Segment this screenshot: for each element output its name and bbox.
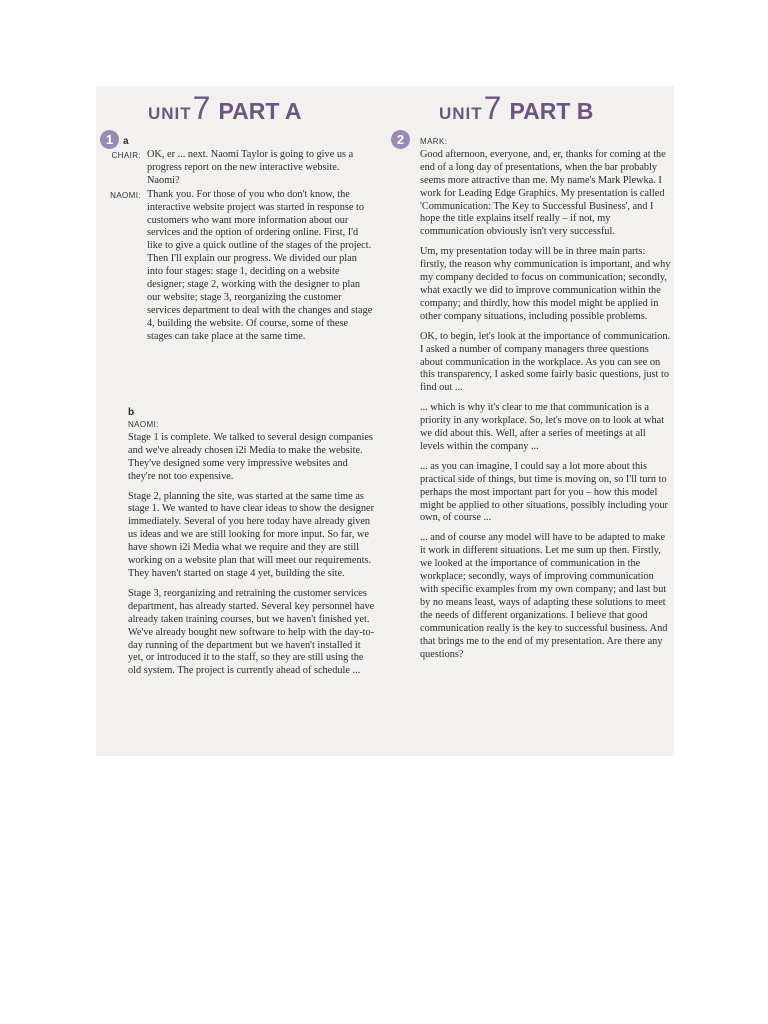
part-a-heading: [148, 90, 302, 130]
mark-paragraph-4: ... which is why it's clear to me that communication is a priority in any workplace. So, let's move on to look at what we did about this. Well, after a series of meetings at all levels within the company ...: [420, 402, 665, 452]
mark-paragraph-6: ... and of course any model will have to be adapted to make it work in different situations. Let me sum up then. Firstly, we looked at the importance of communication in the workplace; secondly, ways of improving communication with specific examples from my own company; and last but by no means least, ways of adapting these solutions to meet the needs of different organizations. I believe that good communication really is the key to successful business. And that brings me to the end of my presentation. Are there any questions?: [420, 532, 668, 660]
section-b-body: [128, 419, 375, 685]
dialogue-row-chair: [96, 149, 373, 188]
document-page: [96, 86, 674, 756]
mark-paragraph-3: OK, to begin, let's look at the importance of communication. I asked a number of company managers three questions about communication in the workplace. As you can see on this transparency, I asked some fairly basic questions, just to find out ...: [420, 330, 671, 394]
mark-paragraph-2: Um, my presentation today will be in three main parts: firstly, the reason why communication is important, and why my company decided to focus on communication; secondly, what exactly we did to improve communication within the company; and thirdly, how this model might be applied in other company situations, including possible problems.: [420, 246, 671, 322]
part-label: PART B: [509, 98, 594, 124]
speaker-mark: MARK:: [420, 137, 448, 146]
speaker-chair: CHAIR:: [111, 151, 141, 160]
unit-label: UNIT: [439, 104, 483, 123]
track-badge-1: 1: [100, 130, 119, 149]
part-b-heading: [439, 90, 593, 130]
unit-label: UNIT: [148, 104, 192, 123]
section-b-paragraph-1: Stage 1 is complete. We talked to several design companies and we've already chosen i2i Media to make the website. They've designed some very impressive websites and they're not too expensive.: [128, 431, 373, 482]
unit-number: 7: [192, 90, 211, 126]
part-label: PART A: [218, 98, 302, 124]
track-badge-2: 2: [391, 130, 410, 149]
speaker-naomi: NAOMI:: [110, 190, 141, 200]
mark-paragraph-1: Good afternoon, everyone, and, er, thanks for coming at the end of a long day of presentations, when the bar probably seems more attractive than me. My name's Mark Plewka. I work for Leading Edge Graphics. My presentation is called 'Communication: The Key to Successful Business', and I hope the title explains itself really – if not, my communication obviously isn't very successful.: [420, 148, 666, 238]
chair-line: OK, er ... next. Naomi Taylor is going to give us a progress report on the new interactive website. Naomi?: [147, 149, 354, 186]
section-a-label: a: [123, 136, 129, 147]
unit-number: 7: [483, 90, 502, 126]
dialogue-row-naomi: [96, 189, 373, 344]
dialogue-a: [96, 149, 373, 344]
section-b-paragraph-2: Stage 2, planning the site, was started at the same time as stage 1. We wanted to have clear ideas to show the designer immediately. Several of you here today have already given us ideas and we are still looking for more input. So far, we have shown i2i Media what we require and they are still working on a website plan that will meet our requirements. They haven't started on stage 4 yet, building the site.: [128, 490, 375, 579]
speaker-naomi-b: NAOMI:: [128, 420, 159, 429]
naomi-line: Thank you. For those of you who don't know, the interactive website project was started in response to customers who want more information about our services and the option of ordering online. First, I'd like to give a quick outline of the stages of the project. Then I'll explain our progress. We divided our plan into four stages: stage 1, deciding on a website designer; stage 2, working with the designer to plan our website; stage 3, reorganizing the customer services department to deal with the changes and stage 4, building the website. Of course, some of these stages can take place at the same time.: [147, 188, 373, 342]
mark-presentation: [420, 136, 672, 668]
section-b-paragraph-3: Stage 3, reorganizing and retraining the customer services department, has already started. Several key personnel have already taken training courses, but we haven't finished yet. We've already bought new software to help with the day-to-day running of the department but we haven't installed it yet, or introduced it to the staff, so they are still using the old system. The project is currently ahead of schedule ...: [128, 587, 375, 677]
section-b-label: b: [128, 407, 135, 418]
mark-paragraph-5: ... as you can imagine, I could say a lot more about this practical side of things, but time is moving on, so I'll turn to perhaps the most important part for you – how this model might be applied to other situations, possibly including your own, of course ...: [420, 460, 668, 524]
